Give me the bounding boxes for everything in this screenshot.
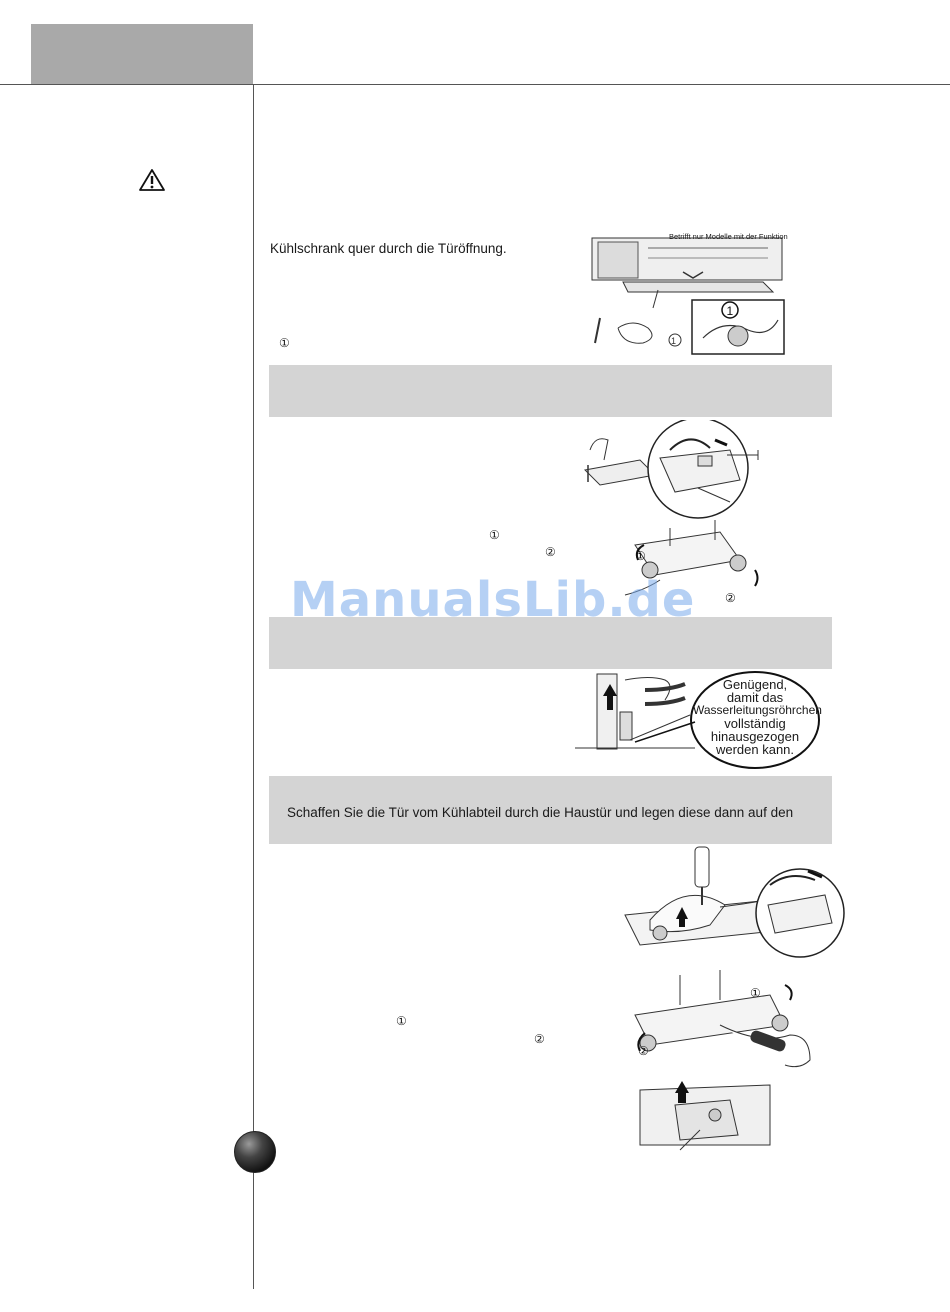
section1-marker-1: ①	[279, 336, 290, 350]
section1-text: Kühlschrank quer durch die Türöffnung.	[270, 241, 507, 256]
margin-rule	[253, 84, 254, 1289]
figure-marker-2: ②	[638, 1044, 649, 1058]
instruction-band-3	[269, 776, 832, 844]
section2-marker-2: ②	[545, 545, 556, 559]
figure-marker-1: ①	[750, 986, 761, 1000]
figure-marker-2: ②	[725, 591, 736, 605]
header-tab	[31, 24, 253, 85]
svg-text:1: 1	[671, 336, 677, 346]
figure-marker-1: 1	[726, 304, 734, 318]
figure-door-hinge-steps	[620, 845, 845, 1155]
bubble-line: Wasserleitungsröhrchen	[693, 703, 822, 717]
figure-marker-1: ①	[635, 549, 646, 563]
figure-water-tube	[575, 670, 830, 772]
band3-text: Schaffen Sie die Tür vom Kühlabteil durch die Haustür und legen diese dann auf den	[287, 805, 794, 820]
bubble-line: Genügend,	[722, 677, 788, 692]
section4-marker-2: ②	[534, 1032, 545, 1046]
section2-marker-1: ①	[489, 528, 500, 542]
bubble-line: vollständig	[724, 716, 786, 731]
speech-bubble	[693, 677, 822, 757]
instruction-band-1	[269, 365, 832, 417]
page-number-ball	[234, 1131, 276, 1173]
bubble-line: damit das	[726, 690, 784, 705]
header-rule	[0, 84, 950, 85]
warning-triangle-icon	[138, 168, 166, 192]
section4-marker-1: ①	[396, 1014, 407, 1028]
bubble-line: werden kann.	[715, 742, 795, 757]
figure-door-water-line	[588, 228, 788, 356]
figure-label: Betrifft nur Modelle mit der Funktion	[669, 232, 788, 241]
bubble-line: hinausgezogen	[710, 729, 800, 744]
watermark: ManualsLib.de	[290, 572, 696, 628]
